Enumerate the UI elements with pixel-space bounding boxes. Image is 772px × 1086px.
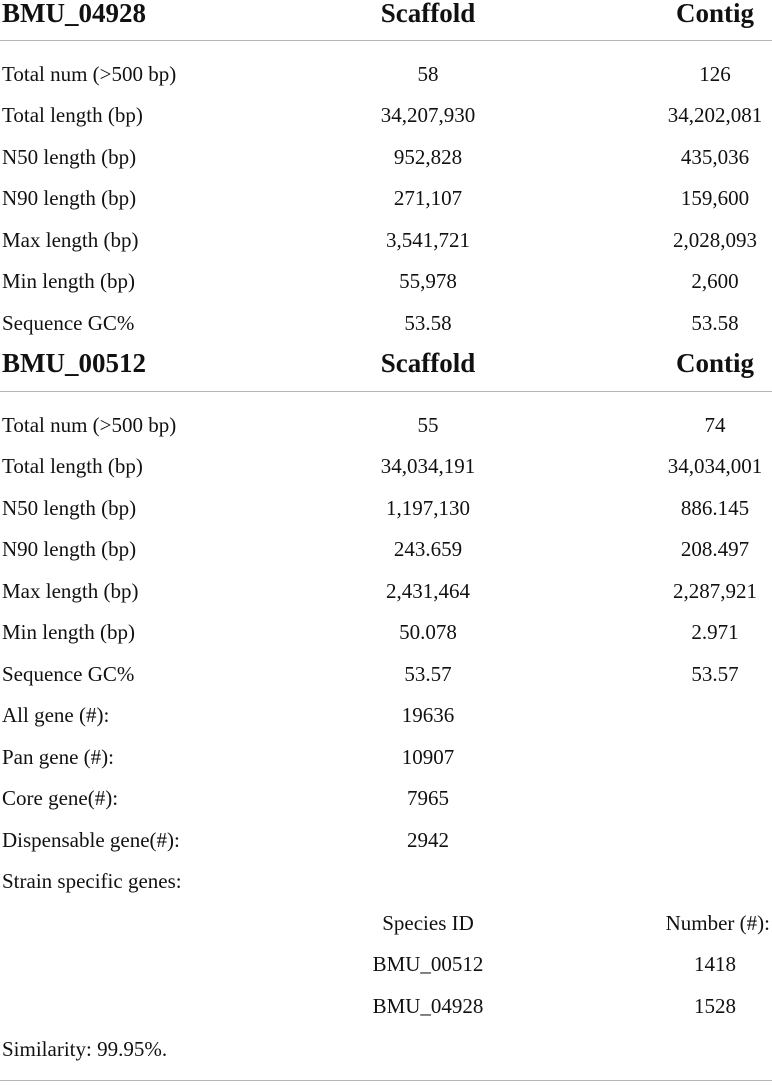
species-number: 1528: [694, 994, 736, 1018]
gene-label: Dispensable gene(#):: [2, 828, 180, 852]
scaffold-value: 1,197,130: [386, 496, 470, 520]
row-label: Total length (bp): [2, 454, 143, 478]
header-rule: [0, 391, 772, 392]
row-label: Total num (>500 bp): [2, 413, 177, 437]
contig-value: 2,287,921: [673, 579, 757, 603]
contig-value: 435,036: [680, 145, 750, 169]
scaffold-value: 50.078: [399, 620, 457, 644]
row-label: N90 length (bp): [2, 186, 137, 210]
scaffold-value: 55,978: [399, 269, 457, 293]
scaffold-value: 3,541,721: [386, 228, 470, 252]
contig-value: 126: [699, 62, 731, 86]
footer-rule: [0, 1080, 772, 1081]
contig-value: 74: [704, 413, 726, 437]
strain-header: [0, 0, 772, 40]
gene-value: 10907: [401, 745, 455, 769]
strain-header: [0, 348, 772, 390]
gene-label: Core gene(#):: [2, 786, 119, 810]
number-header: Number (#):: [665, 911, 770, 935]
contig-header: Contig: [675, 0, 754, 28]
contig-value: 53.57: [691, 662, 739, 686]
row-label: Total length (bp): [2, 103, 143, 127]
contig-value: 34,034,001: [667, 454, 763, 478]
species-number: 1418: [694, 952, 736, 976]
contig-value: 2,028,093: [673, 228, 757, 252]
scaffold-value: 55: [417, 413, 439, 437]
row-label: N90 length (bp): [2, 537, 137, 561]
species-id-header: Species ID: [382, 911, 474, 935]
scaffold-header: Scaffold: [380, 348, 476, 378]
scaffold-value: 53.58: [404, 311, 452, 335]
strain-name: BMU_00512: [2, 348, 146, 378]
row-label: Min length (bp): [2, 620, 135, 644]
contig-value: 886.145: [680, 496, 750, 520]
row-label: Sequence GC%: [2, 662, 135, 686]
scaffold-value: 243.659: [393, 537, 463, 561]
gene-value: 19636: [401, 703, 455, 727]
row-label: Max length (bp): [2, 579, 139, 603]
contig-value: 53.58: [691, 311, 739, 335]
species-id: BMU_00512: [372, 952, 484, 976]
specific-genes-label: Strain specific genes:: [2, 869, 182, 893]
contig-value: 208.497: [680, 537, 750, 561]
row-label: Min length (bp): [2, 269, 135, 293]
similarity-text: Similarity: 99.95%.: [2, 1037, 168, 1061]
row-label: N50 length (bp): [2, 145, 137, 169]
scaffold-value: 53.57: [404, 662, 452, 686]
scaffold-value: 34,207,930: [380, 103, 476, 127]
gene-value: 2942: [407, 828, 449, 852]
scaffold-value: 58: [417, 62, 439, 86]
scaffold-value: 271,107: [393, 186, 463, 210]
strain-name: BMU_04928: [2, 0, 146, 28]
scaffold-header: Scaffold: [380, 0, 476, 28]
contig-value: 34,202,081: [667, 103, 763, 127]
gene-label: All gene (#):: [2, 703, 110, 727]
contig-value: 159,600: [680, 186, 750, 210]
row-label: Max length (bp): [2, 228, 139, 252]
row-label: N50 length (bp): [2, 496, 137, 520]
row-label: Total num (>500 bp): [2, 62, 177, 86]
contig-value: 2.971: [691, 620, 739, 644]
gene-value: 7965: [407, 786, 449, 810]
scaffold-value: 952,828: [393, 145, 463, 169]
header-rule: [0, 40, 772, 41]
scaffold-value: 2,431,464: [386, 579, 470, 603]
gene-label: Pan gene (#):: [2, 745, 114, 769]
contig-header: Contig: [675, 348, 754, 378]
contig-value: 2,600: [691, 269, 739, 293]
row-label: Sequence GC%: [2, 311, 135, 335]
species-id: BMU_04928: [372, 994, 484, 1018]
scaffold-value: 34,034,191: [380, 454, 476, 478]
